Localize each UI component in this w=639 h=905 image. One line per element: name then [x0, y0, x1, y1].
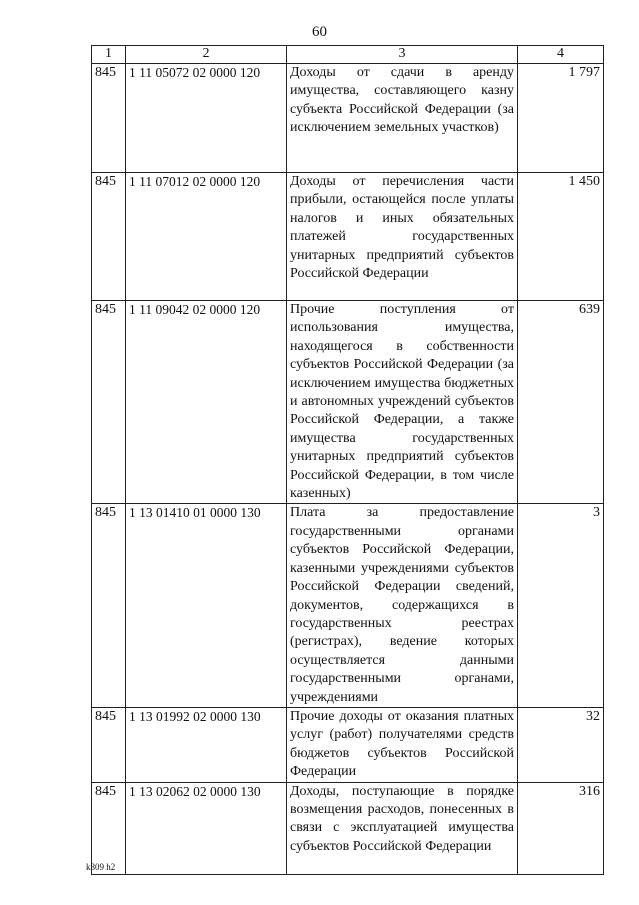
revenue-code-cell: 1 11 05072 02 0000 120: [126, 64, 287, 173]
page-number: 60: [312, 24, 327, 40]
amount-cell: 1 450: [518, 173, 604, 301]
revenue-name-cell: Доходы от сдачи в аренду имущества, составляющего казну субъекта Российской Федерации (за исключением земельных участков): [287, 64, 518, 173]
revenue-name-cell: Прочие доходы от оказания платных услуг (работ) получателями средств бюджетов субъектов Российской Федерации: [287, 707, 518, 782]
admin-code-cell: 845: [92, 707, 126, 782]
amount-cell: 1 797: [518, 64, 604, 173]
footer-code: k309 h2: [86, 862, 116, 872]
admin-code-cell: 845: [92, 64, 126, 173]
revenue-name-cell: Прочие поступления от использования имущества, находящегося в собственности субъектов Российской Федерации (за исключением имущества бюджетных и автономных учреждений субъектов Российской Федерации, а также имущества государственных унитарных предприятий субъектов Российской Федерации, в том числе казенных): [287, 301, 518, 504]
table-row: [92, 504, 604, 707]
column-header: 2: [126, 46, 287, 64]
column-header: 1: [92, 46, 126, 64]
revenue-code-cell: 1 13 02062 02 0000 130: [126, 782, 287, 874]
revenue-name-cell: Доходы, поступающие в порядке возмещения расходов, понесенных в связи с эксплуатацией имущества субъектов Российской Федерации: [287, 782, 518, 874]
admin-code-cell: 845: [92, 173, 126, 301]
column-header: 3: [287, 46, 518, 64]
table-row: [92, 301, 604, 504]
revenue-code-cell: 1 13 01992 02 0000 130: [126, 707, 287, 782]
table-row: [92, 173, 604, 301]
revenue-name-cell: Плата за предоставление государственными органами субъектов Российской Федерации, казенными учреждениями субъектов Российской Федерации сведений, документов, содержащихся в государственных реестрах (регистрах), ведение которых осуществляется данными государственными органами, учреждениями: [287, 504, 518, 707]
amount-cell: 316: [518, 782, 604, 874]
amount-cell: 639: [518, 301, 604, 504]
revenue-table: [91, 45, 604, 875]
revenue-code-cell: 1 13 01410 01 0000 130: [126, 504, 287, 707]
revenue-name-cell: Доходы от перечисления части прибыли, остающейся после уплаты налогов и иных обязательных платежей государственных унитарных предприятий субъектов Российской Федерации: [287, 173, 518, 301]
admin-code-cell: 845: [92, 301, 126, 504]
revenue-code-cell: 1 11 09042 02 0000 120: [126, 301, 287, 504]
table-row: [92, 782, 604, 874]
admin-code-cell: 845: [92, 504, 126, 707]
revenue-code-cell: 1 11 07012 02 0000 120: [126, 173, 287, 301]
table-header-row: [92, 46, 604, 64]
table-row: [92, 707, 604, 782]
amount-cell: 3: [518, 504, 604, 707]
admin-code-cell: 845: [92, 782, 126, 874]
amount-cell: 32: [518, 707, 604, 782]
column-header: 4: [518, 46, 604, 64]
table-row: [92, 64, 604, 173]
